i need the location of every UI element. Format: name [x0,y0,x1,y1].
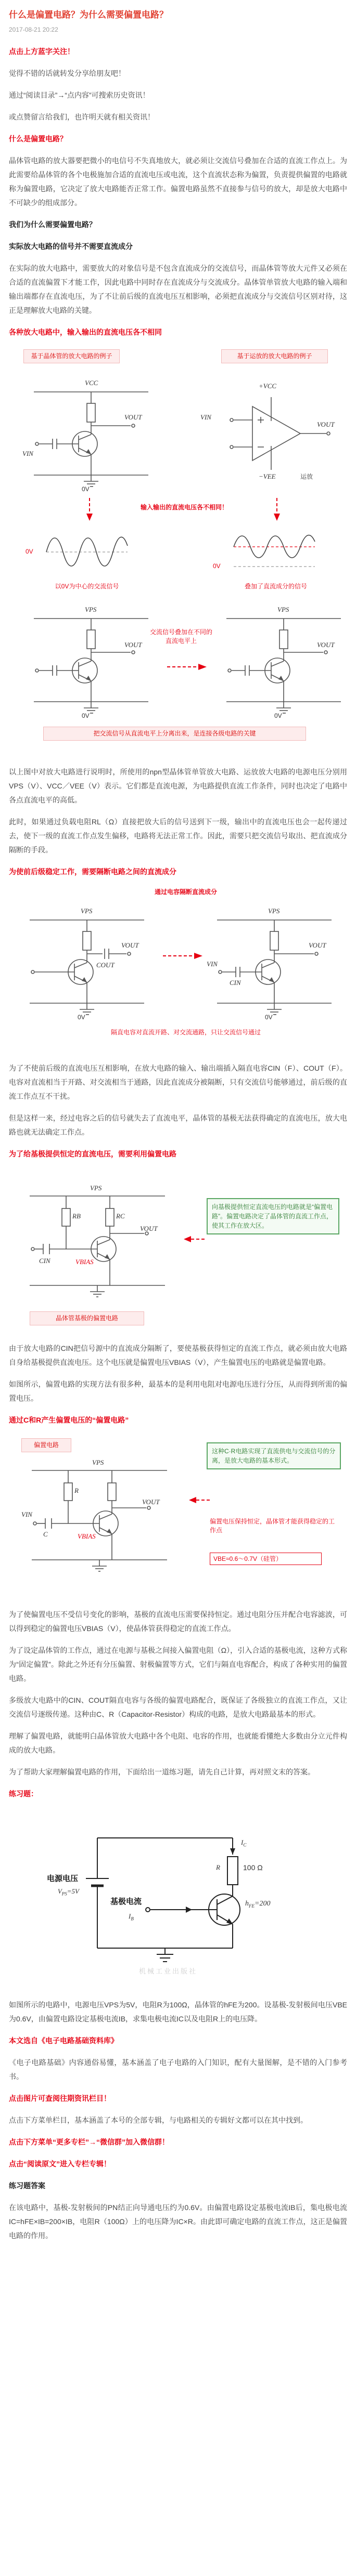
fig2-right-vps-label: VPS [268,906,280,915]
fig2-left-vps-label: VPS [81,906,93,915]
fig3-vout-label: VOUT [140,1224,158,1232]
fig5-resistor-value: 100 Ω [243,1863,263,1872]
fig1-amp3-gnd-label: 0V [274,712,282,719]
fig3-caption: 晶体管基极的偏置电路 [30,1311,144,1325]
para-stable-bias: 为了使偏置电压不受信号变化的影响，基极的直流电压需要保持恒定。通过电阻分压并配合电容滤波，可以得到稳定的偏置电压VBIAS（V），使晶体管获得稳定的直流工作点。 [9,1610,347,1633]
fig1-caption-wave1: 以0V为中心的交流信号 [55,582,119,590]
fig3-green-note: 向基极提供恒定直流电压的电路就是“偏置电路”。偏置电路决定了晶体管的直流工作点，使其工作在放大区。 [207,1198,339,1234]
fig1-transistor-amp-label: 基于晶体管的放大电路的例子 [23,349,120,363]
fig3-vbias-label: VBIAS [75,1257,94,1266]
fig4-r-label: R [74,1486,79,1494]
para-what-is-bias: 晶体管电路的放大器要把微小的电信号不失真地放大，就必须让交流信号叠加在合适的直流工作点上。为此需要给晶体管的各个电极施加合适的直流电压或电流，这个直流状态称为偏置，负责提供偏置的电路就称为偏置电路，它决定了放大电路能否正常工作。偏置电路虽然不直接参与信号的放大，却是放大电路中不可缺少的组成部分。 [9,156,347,207]
fig1-opamp-circuit [216,376,346,494]
figure-coupling-capacitors [9,887,347,1051]
fig1-waveform-dc-offset [227,526,321,578]
fig3-rc-label: RC [116,1212,125,1220]
intro-search: 通过“阅读目录”→“点内容”可搜索历史资讯！ [9,90,150,99]
fig5-watermark: 机械工业出版社 [139,1967,198,1975]
red-wechat-group: 点击下方菜单“更多专栏”→“微信群”加入微信群！ [9,2137,169,2146]
red-exercise-heading: 练习题： [9,1789,38,1798]
fig1-amp2-gnd-label: 0V [82,712,90,719]
figure-dc-levels [9,347,347,755]
heading-why-bias: 我们为什么需要偏置电路？ [9,220,96,229]
fig1-amp3-vps-label: VPS [277,605,289,613]
fig1-opamp-vout-label: VOUT [317,420,335,428]
fig1-wave2-zero-label: 0V [213,562,221,570]
fig4-green-note: 这种C·R电路实现了直流供电与交流信号的分离，是放大电路的基本形式。 [207,1442,341,1469]
fig2-note-top: 通过电容隔断直流成分 [154,888,217,896]
para-capacitors: 为了不使前后级的直流电压互相影响，在放大电路的输入、输出端插入隔直电容CIN（F）、COUT（F）。电容对直流相当于开路、对交流相当于通路，因此直流成分被隔断，只有交流信号能够通过，前后级的直流工作点互不干扰。 [9,1063,347,1100]
fig4-red-note: 偏置电压保持恒定，晶体管才能获得稳定的工作点 [210,1517,335,1534]
fig4-caption: 偏置电路 [21,1438,71,1452]
fig4-vout-label: VOUT [142,1497,160,1506]
fig4-bias-circuit [21,1456,177,1583]
fig4-vbias-label: VBIAS [78,1532,96,1540]
fig1-amp2-vps-label: VPS [85,605,97,613]
fig5-source-label: 电源电压 [46,1874,78,1883]
fig1-amp3-vout-label: VOUT [317,640,335,649]
para-exercise: 如图所示的电路中，电源电压VPS为5V，电阻R为100Ω，晶体管的hFE为200。设基极-发射极间电压VBE为0.6V，由偏置电路设定基极电流IB，求集电极电流IC以及电阻R上的电压降。 [9,2000,347,2023]
para-menu: 点击下方菜单栏目，基本涵盖了本号的全部专辑，与电路相关的专辑好文都可以在其中找到。 [9,2115,308,2124]
fig1-red-arrow-down-right [269,497,285,524]
fig2-red-arrow [161,948,208,964]
fig1-caption-wave2: 叠加了直流成分的信号 [244,582,307,590]
subheading-no-dc: 实际放大电路的信号并不需要直流成分 [9,242,133,251]
fig1-opamp-label: 基于运放的放大电路的例子 [221,349,328,363]
para-coupling: 此时，如果通过负载电阻RL（Ω）直接把放大后的信号送到下一级，输出中的直流电压也会一起传递过去，使下一级的直流工作点发生偏移，电路将无法正常工作。因此，需要只把交流信号取出、把直流成分隔断的手段。 [9,817,347,854]
follow-banner: 点击上方蓝字关注！ [9,47,74,56]
intro-comment: 或点赞留言给我们，也许明天就有相关资讯！ [9,112,155,121]
fig4-c-label: C [43,1530,48,1538]
fig3-vps-label: VPS [90,1184,102,1192]
fig3-bias-circuit [19,1181,175,1308]
fig2-note-bottom: 隔直电容对直流开路、对交流通路，只让交流信号通过 [110,1028,261,1036]
fig4-vbe-note: VBE≈0.6～0.7V（硅管） [210,1553,322,1565]
para-bias-definition: 由于放大电路的CIN把信号源中的直流成分隔断了，要使基极获得恒定的直流工作点，就必须由放大电路自身给基极提供直流电压。这个电压就是偏置电压VBIAS（V），产生偏置电压的电路就是偏置电路。 [9,1344,347,1366]
fig1-wave1-zero-label: 0V [26,547,33,555]
fig1-bottom-note: 把交流信号从直流电平上分离出来，是连接各级电路的关键 [43,727,306,741]
para-why-bias: 在实际的放大电路中，需要放大的对象信号是不包含直流成分的交流信号，而晶体管等放大元件又必须在合适的直流偏置下才能工作，因此电路中同时存在直流成分与交流成分。晶体管单管放大电路的输入端和输出端都存在直流电压，为了不让前后级的直流电压互相影响，必须把直流成分与交流信号区别对待，这正是理解放大电路的关键。 [9,264,347,314]
figure-base-bias [9,1169,347,1331]
fig5-base-current-label: 基极电流 [110,1897,142,1906]
fig4-vps-label: VPS [92,1458,104,1466]
fig3-red-arrow-left [181,1231,207,1247]
fig2-left-circuit [19,904,155,1022]
fig2-cin-label: CIN [230,978,241,987]
fig1-poscc-label: +VCC [259,382,277,390]
fig1-red-arrow-right [165,659,212,675]
fig1-amp-circuit-2 [23,603,159,720]
fig5-ib-label: $I_B$ [129,1912,134,1922]
heading-what-is-bias: 什么是偏置电路？ [9,134,67,143]
para-multistage: 多级放大电路中的CIN、COUT隔直电容与各级的偏置电路配合，既保证了各级独立的直流工作点，又让交流信号逐级传递。这种由C、R（Capacitor-Resistor）构成的电路，是放大电路最基本的形式。 [9,1696,347,1718]
red-bias-needed: 为了给基极提供恒定的直流电压，需要利用偏置电路 [9,1149,176,1158]
fig2-right-vout-label: VOUT [309,941,326,949]
para-book: 《电子电路基础》内容通俗易懂，基本涵盖了电子电路的入门知识，配有大量图解，是不错的入门参考书。 [9,2058,347,2081]
red-isolate-dc: 为使前后级稳定工作，需要隔断电路之间的直流成分 [9,867,176,876]
fig5-hfe-label: $h_{FE}=200$ [245,1899,271,1909]
fig2-right-circuit [207,904,342,1022]
para-power-sources: 以上图中对放大电路进行说明时，所使用的npn型晶体管单管放大电路、运放放大电路的电源电压分别用VPS（V）、VCC／VEE（V）表示。它们都是直流电源，为电路提供直流工作条件，同时也决定了电路中各点直流电平的高低。 [9,767,347,804]
red-cr-bias: 通过C和R产生偏置电压的“偏置电路” [9,1415,129,1424]
fig5-resistor-label: R [216,1863,220,1871]
figure-exercise-circuit [9,1809,347,1988]
fig3-cin-label: CIN [39,1256,50,1265]
publish-date: 2017-08-21 20:22 [9,25,58,33]
red-dc-differs: 各种放大电路中，输入输出的直流电压各不相同 [9,327,162,336]
fig1-vcc-label: VCC [85,378,98,387]
fig2-left-vout-label: VOUT [121,941,139,949]
red-read-more: 点击“阅读原文”进入专栏专辑！ [9,2159,111,2168]
fig1-note-superpose: 交流信号叠加在不同的直流电平上 [149,628,212,645]
para-answer: 在该电路中，基极-发射极间的PN结正向导通电压约为0.6V。由偏置电路设定基极电流IB后，集电极电流IC=hFE×IB=200×IB，电阻R（100Ω）上的电压降为IC×R。由此即可确定电路的直流工作点，这正是偏置电路的作用。 [9,2203,347,2240]
fig2-right-gnd-label: 0V [265,1013,273,1021]
fig4-vin-label: VIN [21,1510,32,1518]
fig2-vin-label: VIN [207,960,218,968]
fig1-amp-circuit-3 [216,603,351,720]
fig1-note-dc-diff: 输入输出的直流电压各不相同！ [140,503,228,511]
fig5-source-value: $V_{PS}=5V$ [57,1887,79,1897]
para-understand: 理解了偏置电路，就能明白晶体管放大电路中各个电阻、电容的作用，也就能看懂绝大多数由分立元件构成的放大电路。 [9,1731,347,1754]
fig1-vout-label: VOUT [124,413,142,421]
heading-answer: 练习题答案 [9,2181,45,2190]
fig1-gnd-label: 0V [82,485,90,493]
fig1-amp2-vout-label: VOUT [124,640,142,649]
intro-share: 觉得不错的话就转发分享给朋友吧！ [9,69,125,77]
fig2-left-gnd-label: 0V [78,1013,85,1021]
fig1-opamp-name-label: 运放 [300,472,313,480]
page-title: 什么是偏置电路？为什么需要偏置电路？ [9,10,168,20]
fig4-red-arrow-left [186,1492,212,1508]
fig1-red-arrow-down-left [82,497,97,524]
fig1-vin-label: VIN [22,449,33,457]
red-gallery: 点击图片可查阅往期资讯栏目！ [9,2094,111,2102]
red-source-book: 本文选自《电子电路基础资料库》 [9,2036,118,2045]
para-lost-dc: 但是这样一来，经过电容之后的信号就失去了直流电平，晶体管的基极无法获得确定的直流电压，放大电路也就无法确定工作点。 [9,1113,347,1136]
fig1-waveform-zero-centered [40,526,134,578]
fig1-transistor-amp-circuit [23,376,159,494]
fig2-cout-label: COUT [96,961,115,969]
fig1-negvee-label: −VEE [259,472,276,480]
para-exercise-intro: 为了帮助大家理解偏置电路的作用，下面给出一道练习题，请先自己计算，再对照文末的答案。 [9,1767,315,1776]
figure-cr-bias [9,1435,347,1597]
para-fixed-bias: 为了设定晶体管的工作点，通过在电源与基极之间接入偏置电阻（Ω），引入合适的基极电流，这种方式称为“固定偏置”。除此之外还有分压偏置、射极偏置等方式，它们与隔直电容配合，构成了各种实用的偏置电路。 [9,1646,347,1683]
fig3-rb-label: RB [72,1212,81,1220]
fig1-opamp-vin-label: VIN [200,413,211,421]
fig5-ic-label: $I_C$ [241,1838,247,1848]
para-bias-methods: 如图所示，偏置电路的实现方法有很多种，最基本的是利用电阻对电源电压进行分压，从而得到所需的偏置电压。 [9,1379,347,1402]
